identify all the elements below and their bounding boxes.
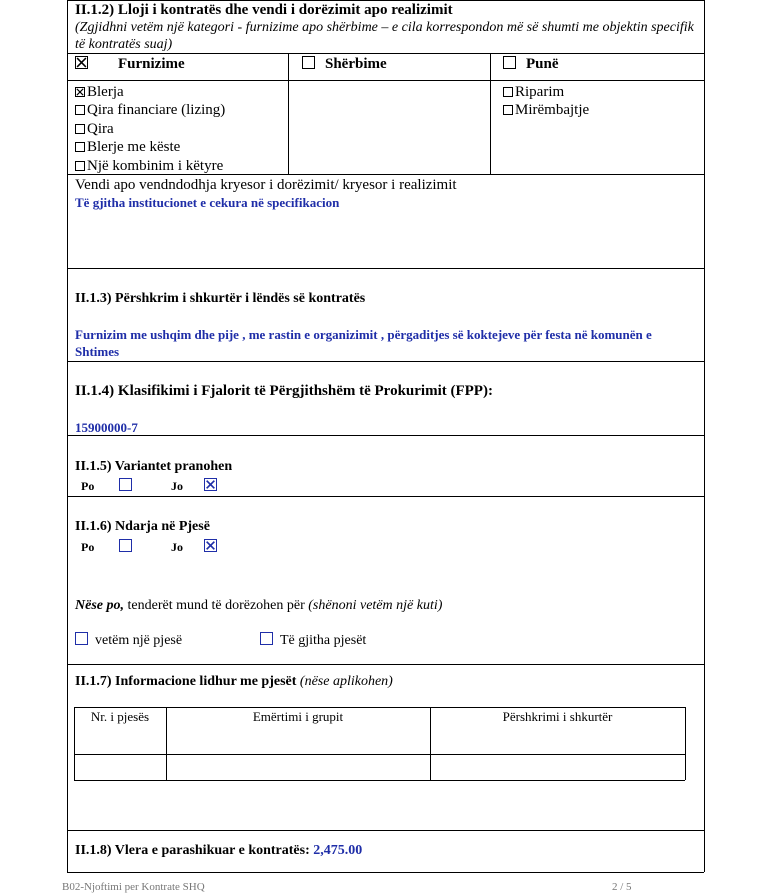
lots-yes-label: Po [81,540,95,554]
section-heading-117-note: (nëse aplikohen) [296,674,393,689]
lots-table-bottom [74,780,685,781]
variants-no-label: Jo [171,479,183,493]
option-one-lot-label: vetëm një pjesë [95,633,183,648]
option-rent-label: Qira [87,120,114,137]
option-repair-label: Riparim [515,84,565,100]
lots-yes-checkbox[interactable] [119,538,134,556]
description-value: Furnizim me ushqim dhe pije , me rastin e organizimit , përgaditjes së koktejeve për festa në komunën e Shtimes [75,327,652,359]
if-yes-note: (shënoni vetëm një kuti) [308,598,443,613]
checkbox-combination-icon[interactable] [75,161,85,171]
location-value: Të gjitha institucionet e cekura në specifikacion [75,195,340,210]
option-all-lots-label: Të gjitha pjesët [280,633,367,648]
option-repair[interactable] [503,83,589,101]
footer-page-number: 2 / 5 [612,881,632,893]
section-heading-115: II.1.5) Variantet pranohen [75,459,233,474]
category-supplies-label: Furnizime [118,56,185,72]
option-rent[interactable] [75,120,225,138]
divider-114 [67,361,704,362]
if-yes-sentence [75,597,442,614]
frame-right [704,0,705,872]
checkbox-rent-icon[interactable] [75,124,85,134]
option-maintenance-label: Mirëmbajtje [515,102,590,119]
variants-yes-icon[interactable] [119,478,132,491]
checkbox-installments-icon[interactable] [75,142,85,152]
one-lot-checkbox-icon[interactable] [75,632,88,645]
estimated-value: 2,475.00 [313,843,363,858]
option-maintenance[interactable] [503,101,589,119]
option-purchase-label: Blerja [87,84,124,100]
lots-no-checked-icon[interactable] [204,539,217,552]
section-instruction-112: (Zgjidhni vetëm një kategori - furnizime apo shërbime – e cila korrespondon më së shumti me objektin specifik të kontratës suaj) [75,20,694,52]
variants-no-checked-icon[interactable] [204,478,217,491]
section-heading-118: II.1.8) Vlera e parashikuar e kontratës: [75,843,310,858]
option-installments-label: Blerje me këste [87,139,181,156]
checkbox-works-icon[interactable] [503,56,516,69]
category-works[interactable] [503,55,559,73]
frame-bottom [67,872,704,873]
section-heading-117: II.1.7) Informacione lidhur me pjesët [75,674,297,689]
option-all-lots[interactable] [260,632,366,649]
divider-118 [67,830,704,831]
checkbox-repair-icon[interactable] [503,87,513,97]
section-heading-112: II.1.2) Lloji i kontratës dhe vendi i dorëzimit apo realizimit [75,2,453,18]
variants-yes-checkbox[interactable] [119,477,134,495]
category-services[interactable] [302,55,387,73]
option-leasing-label: Qira financiare (lizing) [87,102,226,119]
option-installments[interactable] [75,138,225,156]
if-yes-text: tenderët mund të dorëzohen për [124,598,309,613]
option-combination[interactable] [75,157,225,175]
estimated-value-line [75,842,362,859]
divider-categories-top [67,53,704,54]
section-heading-116: II.1.6) Ndarja në Pjesë [75,519,210,534]
works-options [503,83,589,120]
category-services-label: Shërbime [325,56,387,72]
divider-location-top [67,174,704,175]
divider-116 [67,496,704,497]
section-heading-114: II.1.4) Klasifikimi i Fjalorit të Përgjithshëm të Prokurimit (FPP): [75,383,493,399]
lots-col-lot-number: Nr. i pjesës [90,709,150,724]
checkbox-services-icon[interactable] [302,56,315,69]
option-combination-label: Një kombinim i këtyre [87,157,224,174]
divider-categories-bottom [67,80,704,81]
checkbox-maintenance-icon[interactable] [503,105,513,115]
divider-col-2 [490,53,491,174]
option-leasing[interactable] [75,101,225,119]
supplies-options [75,83,225,175]
cpv-code: 15900000-7 [75,420,138,435]
lots-no-label: Jo [171,540,183,554]
lots-yes-icon[interactable] [119,539,132,552]
category-works-label: Punë [526,56,559,72]
lots-table-right [685,707,686,780]
divider-col-1 [288,53,289,174]
lots-col-group-name: Emërtimi i grupit [252,709,344,724]
checkbox-leasing-icon[interactable] [75,105,85,115]
option-purchase[interactable] [75,83,225,101]
lots-col-description: Përshkrimi i shkurtër [502,709,613,724]
divider-117 [67,664,704,665]
divider-113 [67,268,704,269]
if-yes-lead: Nëse po, [75,598,124,613]
checkbox-purchase-icon[interactable] [75,87,85,97]
variants-yes-label: Po [81,479,95,493]
section-heading-113: II.1.3) Përshkrim i shkurtër i lëndës së kontratës [75,291,366,306]
checkbox-supplies-icon[interactable] [75,56,88,69]
category-supplies[interactable] [75,55,185,73]
option-one-lot[interactable] [75,632,182,649]
frame-left [67,0,68,872]
location-label: Vendi apo vendndodhja kryesor i dorëzimit/ kryesor i realizimit [75,177,457,193]
variants-no-checkbox[interactable] [204,477,219,495]
lots-no-checkbox[interactable] [204,538,219,556]
all-lots-checkbox-icon[interactable] [260,632,273,645]
section-heading-117-wrap [75,673,393,690]
footer-form-id: B02-Njoftimi per Kontrate SHQ [62,881,205,893]
divider-115 [67,435,704,436]
